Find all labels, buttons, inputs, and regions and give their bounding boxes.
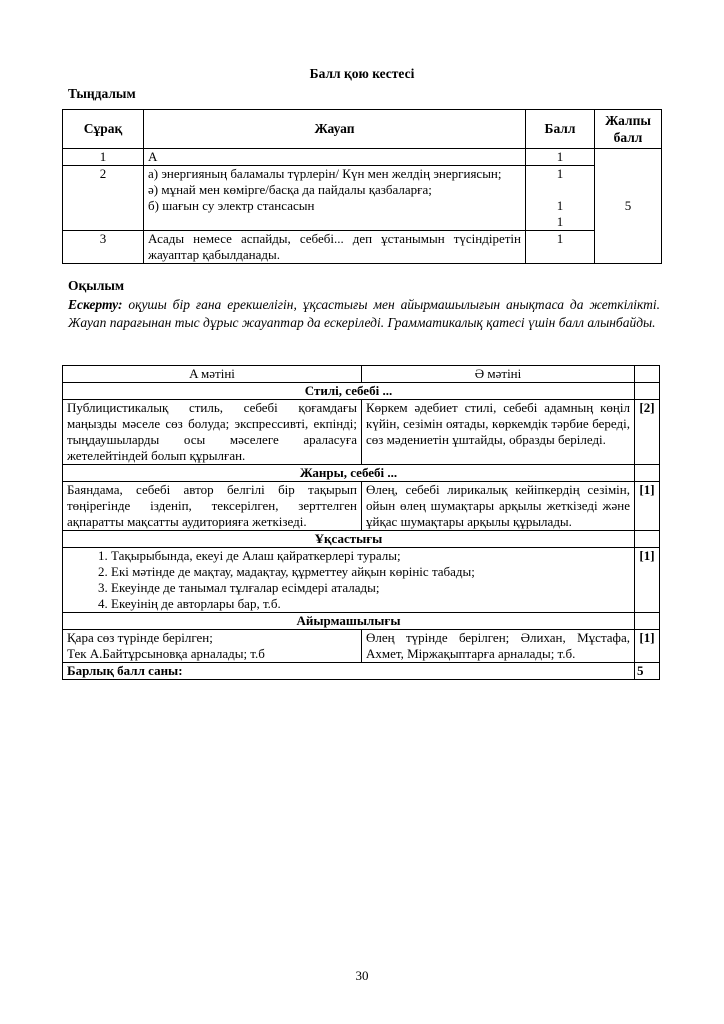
difference-text-b: Өлең түрінде берілген; Әлихан, Мұстафа, Ахмет, Міржақыптарға арналады; т.б.	[362, 630, 635, 663]
genre-header: Жанры, себебі ...	[63, 465, 635, 482]
table-row	[63, 231, 662, 264]
question-number: 3	[63, 231, 144, 264]
answer-cell	[144, 166, 526, 231]
header-question: Сұрақ	[63, 110, 144, 149]
note-label: Ескерту:	[68, 297, 123, 312]
score-cell	[526, 149, 595, 166]
answer-cell	[144, 149, 526, 166]
header-score-blank	[635, 366, 660, 383]
listening-table	[62, 109, 662, 264]
list-item: 1. Тақырыбында, екеуі де Алаш қайраткерлері туралы;	[111, 548, 630, 564]
answer-line: ә) мұнай мен көмірге/басқа да пайдалы қазбаларға;	[148, 182, 432, 197]
table-row	[63, 149, 662, 166]
header-text-a: A мәтіні	[63, 366, 362, 383]
table-row	[63, 400, 660, 465]
table-row	[63, 630, 660, 663]
similarity-cell	[63, 548, 635, 613]
style-text-b: Көркем әдебиет стилі, себебі адамның көңіл күйін, сезімін оятады, көркемдік тәрбие береді, сөз мәдениетін ұштайды, образды беріледі.	[362, 400, 635, 465]
total-label: Барлық балл саны:	[63, 663, 635, 680]
answer-line: а) энергияның баламалы түрлерін/ Күн мен желдің энергиясын;	[148, 166, 502, 181]
genre-score: [1]	[635, 482, 660, 531]
score-value: 1	[556, 166, 564, 181]
similarity-score: [1]	[635, 548, 660, 613]
list-item: 3. Екеуінде де танымал тұлғалар есімдері аталады;	[111, 580, 630, 596]
question-number: 2	[63, 166, 144, 231]
reading-label: Оқылым	[68, 278, 125, 293]
reading-note	[68, 296, 660, 332]
score-cell	[526, 166, 595, 231]
list-item: 2. Екі мәтінде де мақтау, мадақтау, құрметтеу айқын көрініс табады;	[111, 564, 630, 580]
page-number: 30	[355, 968, 369, 983]
similarity-list	[67, 548, 630, 612]
score-value: 1	[556, 198, 564, 213]
header-text-b: Ә мәтіні	[362, 366, 635, 383]
answer-line: A	[148, 149, 158, 164]
genre-text-a: Баяндама, себебі автор белгілі бір тақырып төңірегінде ізденіп, тексерілген, зерттелген ақпаратты мақсатты аудиторияға жеткізеді.	[63, 482, 362, 531]
page-title: Балл қою кестесі	[309, 66, 415, 81]
score-value: 1	[556, 214, 564, 229]
score-cell	[526, 231, 595, 264]
table-row	[63, 548, 660, 613]
difference-score: [1]	[635, 630, 660, 663]
answer-line: б) шағын су электр стансасын	[148, 198, 315, 213]
style-text-a: Публицистикалық стиль, себебі қоғамдағы маңызды мәселе сөз болуда; экспрессивті, екпінді; тыңдаушыларды осы мәселеге араласуға жетелейтіндей болып құрылған.	[63, 400, 362, 465]
reading-table	[62, 365, 660, 680]
total-score: 5	[635, 663, 660, 680]
total-score-cell: 5	[595, 149, 662, 264]
header-total: Жалпы балл	[595, 110, 662, 149]
genre-text-b: Өлең, себебі лирикалық кейіпкердің сезімін, ойын өлең шумақтары арқылы жеткізеді және ұйқас шумақтары арқылы құрылады.	[362, 482, 635, 531]
question-number: 1	[63, 149, 144, 166]
note-text: оқушы бір ғана ерекшелігін, ұқсастығы мен айырмашылығын анықтаса да жеткілікті. Жауап парағынан тыс дұрыс жауаптар да ескеріледі. Грамматикалық қатесі үшін балл алынбайды.	[68, 297, 660, 330]
similarity-header: Ұқсастығы	[63, 531, 635, 548]
listening-label: Тыңдалым	[68, 86, 136, 101]
answer-line: Асады немесе аспайды, себебі... деп ұстанымын түсіндіретін жауаптар қабылданады.	[148, 231, 521, 262]
section-row	[63, 613, 660, 630]
table-header-row	[63, 366, 660, 383]
header-score: Балл	[526, 110, 595, 149]
difference-line: Тек А.Байтұрсыновқа арналады; т.б	[67, 646, 265, 661]
section-row	[63, 465, 660, 482]
difference-line: Қара сөз түрінде берілген;	[67, 630, 213, 645]
header-answer: Жауап	[144, 110, 526, 149]
table-row	[63, 482, 660, 531]
difference-header: Айырмашылығы	[63, 613, 635, 630]
score-value: 1	[556, 149, 564, 164]
difference-text-a	[63, 630, 362, 663]
score-value: 1	[556, 231, 564, 246]
list-item: 4. Екеуінің де авторлары бар, т.б.	[111, 596, 630, 612]
section-row	[63, 383, 660, 400]
section-row	[63, 531, 660, 548]
style-header: Стилі, себебі ...	[63, 383, 635, 400]
table-header-row	[63, 110, 662, 149]
total-row	[63, 663, 660, 680]
table-row	[63, 166, 662, 231]
style-score: [2]	[635, 400, 660, 465]
answer-cell	[144, 231, 526, 264]
